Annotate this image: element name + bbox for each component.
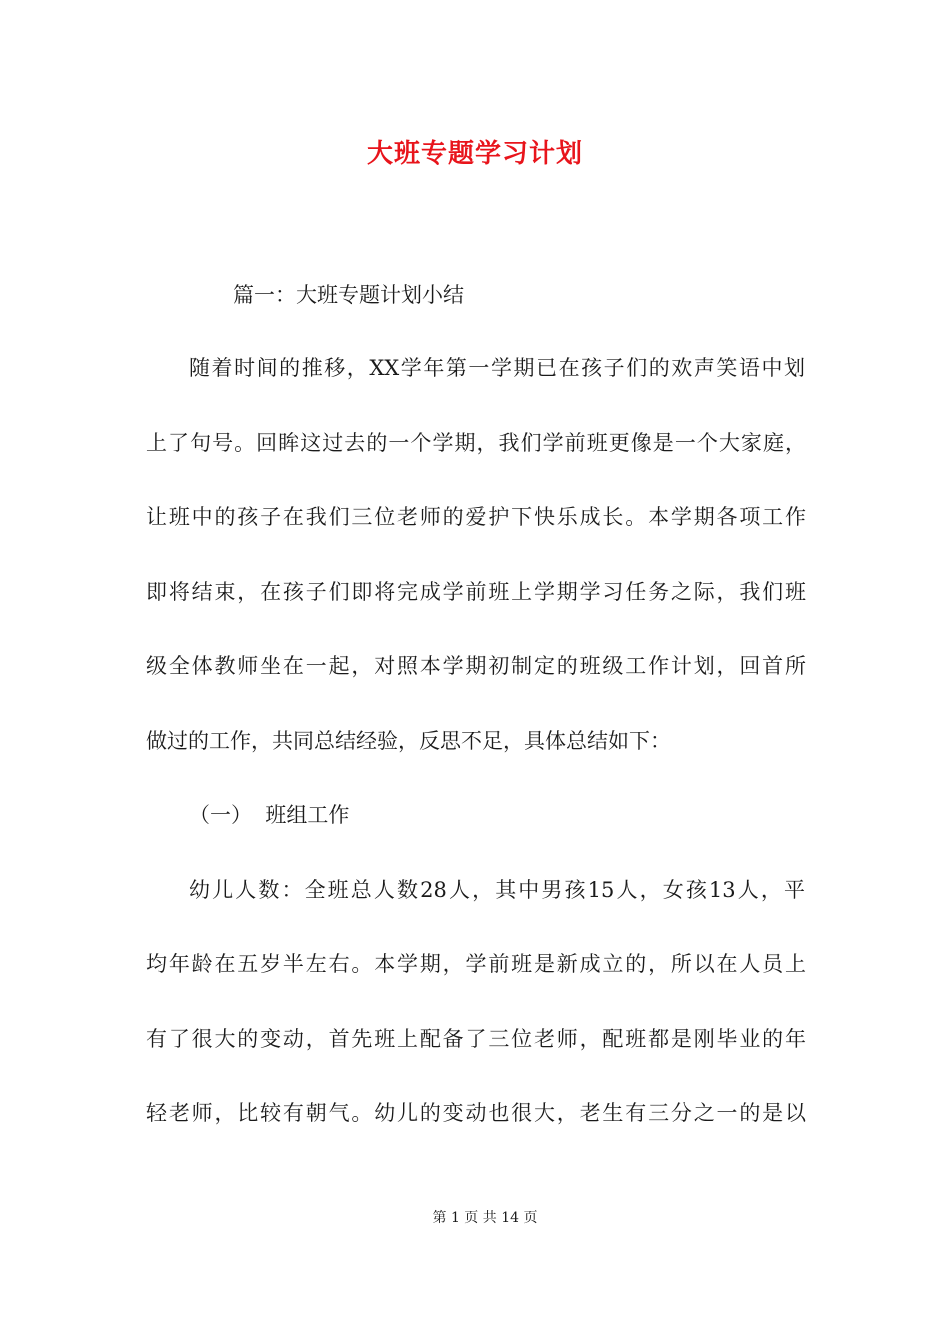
paragraph-line: 均年龄在五岁半左右。本学期，学前班是新成立的，所以在人员上: [146, 952, 806, 976]
paragraph-line: 轻老师，比较有朝气。幼儿的变动也很大，老生有三分之一的是以: [146, 1101, 806, 1125]
paragraph-line: 随着时间的推移，XX学年第一学期已在孩子们的欢声笑语中划: [189, 356, 805, 380]
paragraph-line: 幼儿人数：全班总人数28人，其中男孩15人，女孩13人，平: [189, 878, 805, 902]
paragraph-line: 即将结束，在孩子们即将完成学前班上学期学习任务之际，我们班: [146, 580, 806, 604]
paragraph-line: 让班中的孩子在我们三位老师的爱护下快乐成长。本学期各项工作: [146, 505, 806, 529]
paragraph-line: 有了很大的变动，首先班上配备了三位老师，配班都是刚毕业的年: [146, 1027, 806, 1051]
paragraph-line: 做过的工作，共同总结经验，反思不足，具体总结如下：: [146, 729, 671, 753]
subheading: （一） 班组工作: [189, 803, 350, 827]
section-heading: 篇一：大班专题计划小结: [233, 283, 464, 307]
page-footer: 第 1 页 共 14 页: [432, 1210, 538, 1226]
document-title: 大班专题学习计划: [366, 139, 583, 169]
paragraph-line: 级全体教师坐在一起，对照本学期初制定的班级工作计划，回首所: [146, 654, 806, 678]
paragraph-line: 上了句号。回眸这过去的一个学期，我们学前班更像是一个大家庭，: [146, 431, 806, 455]
